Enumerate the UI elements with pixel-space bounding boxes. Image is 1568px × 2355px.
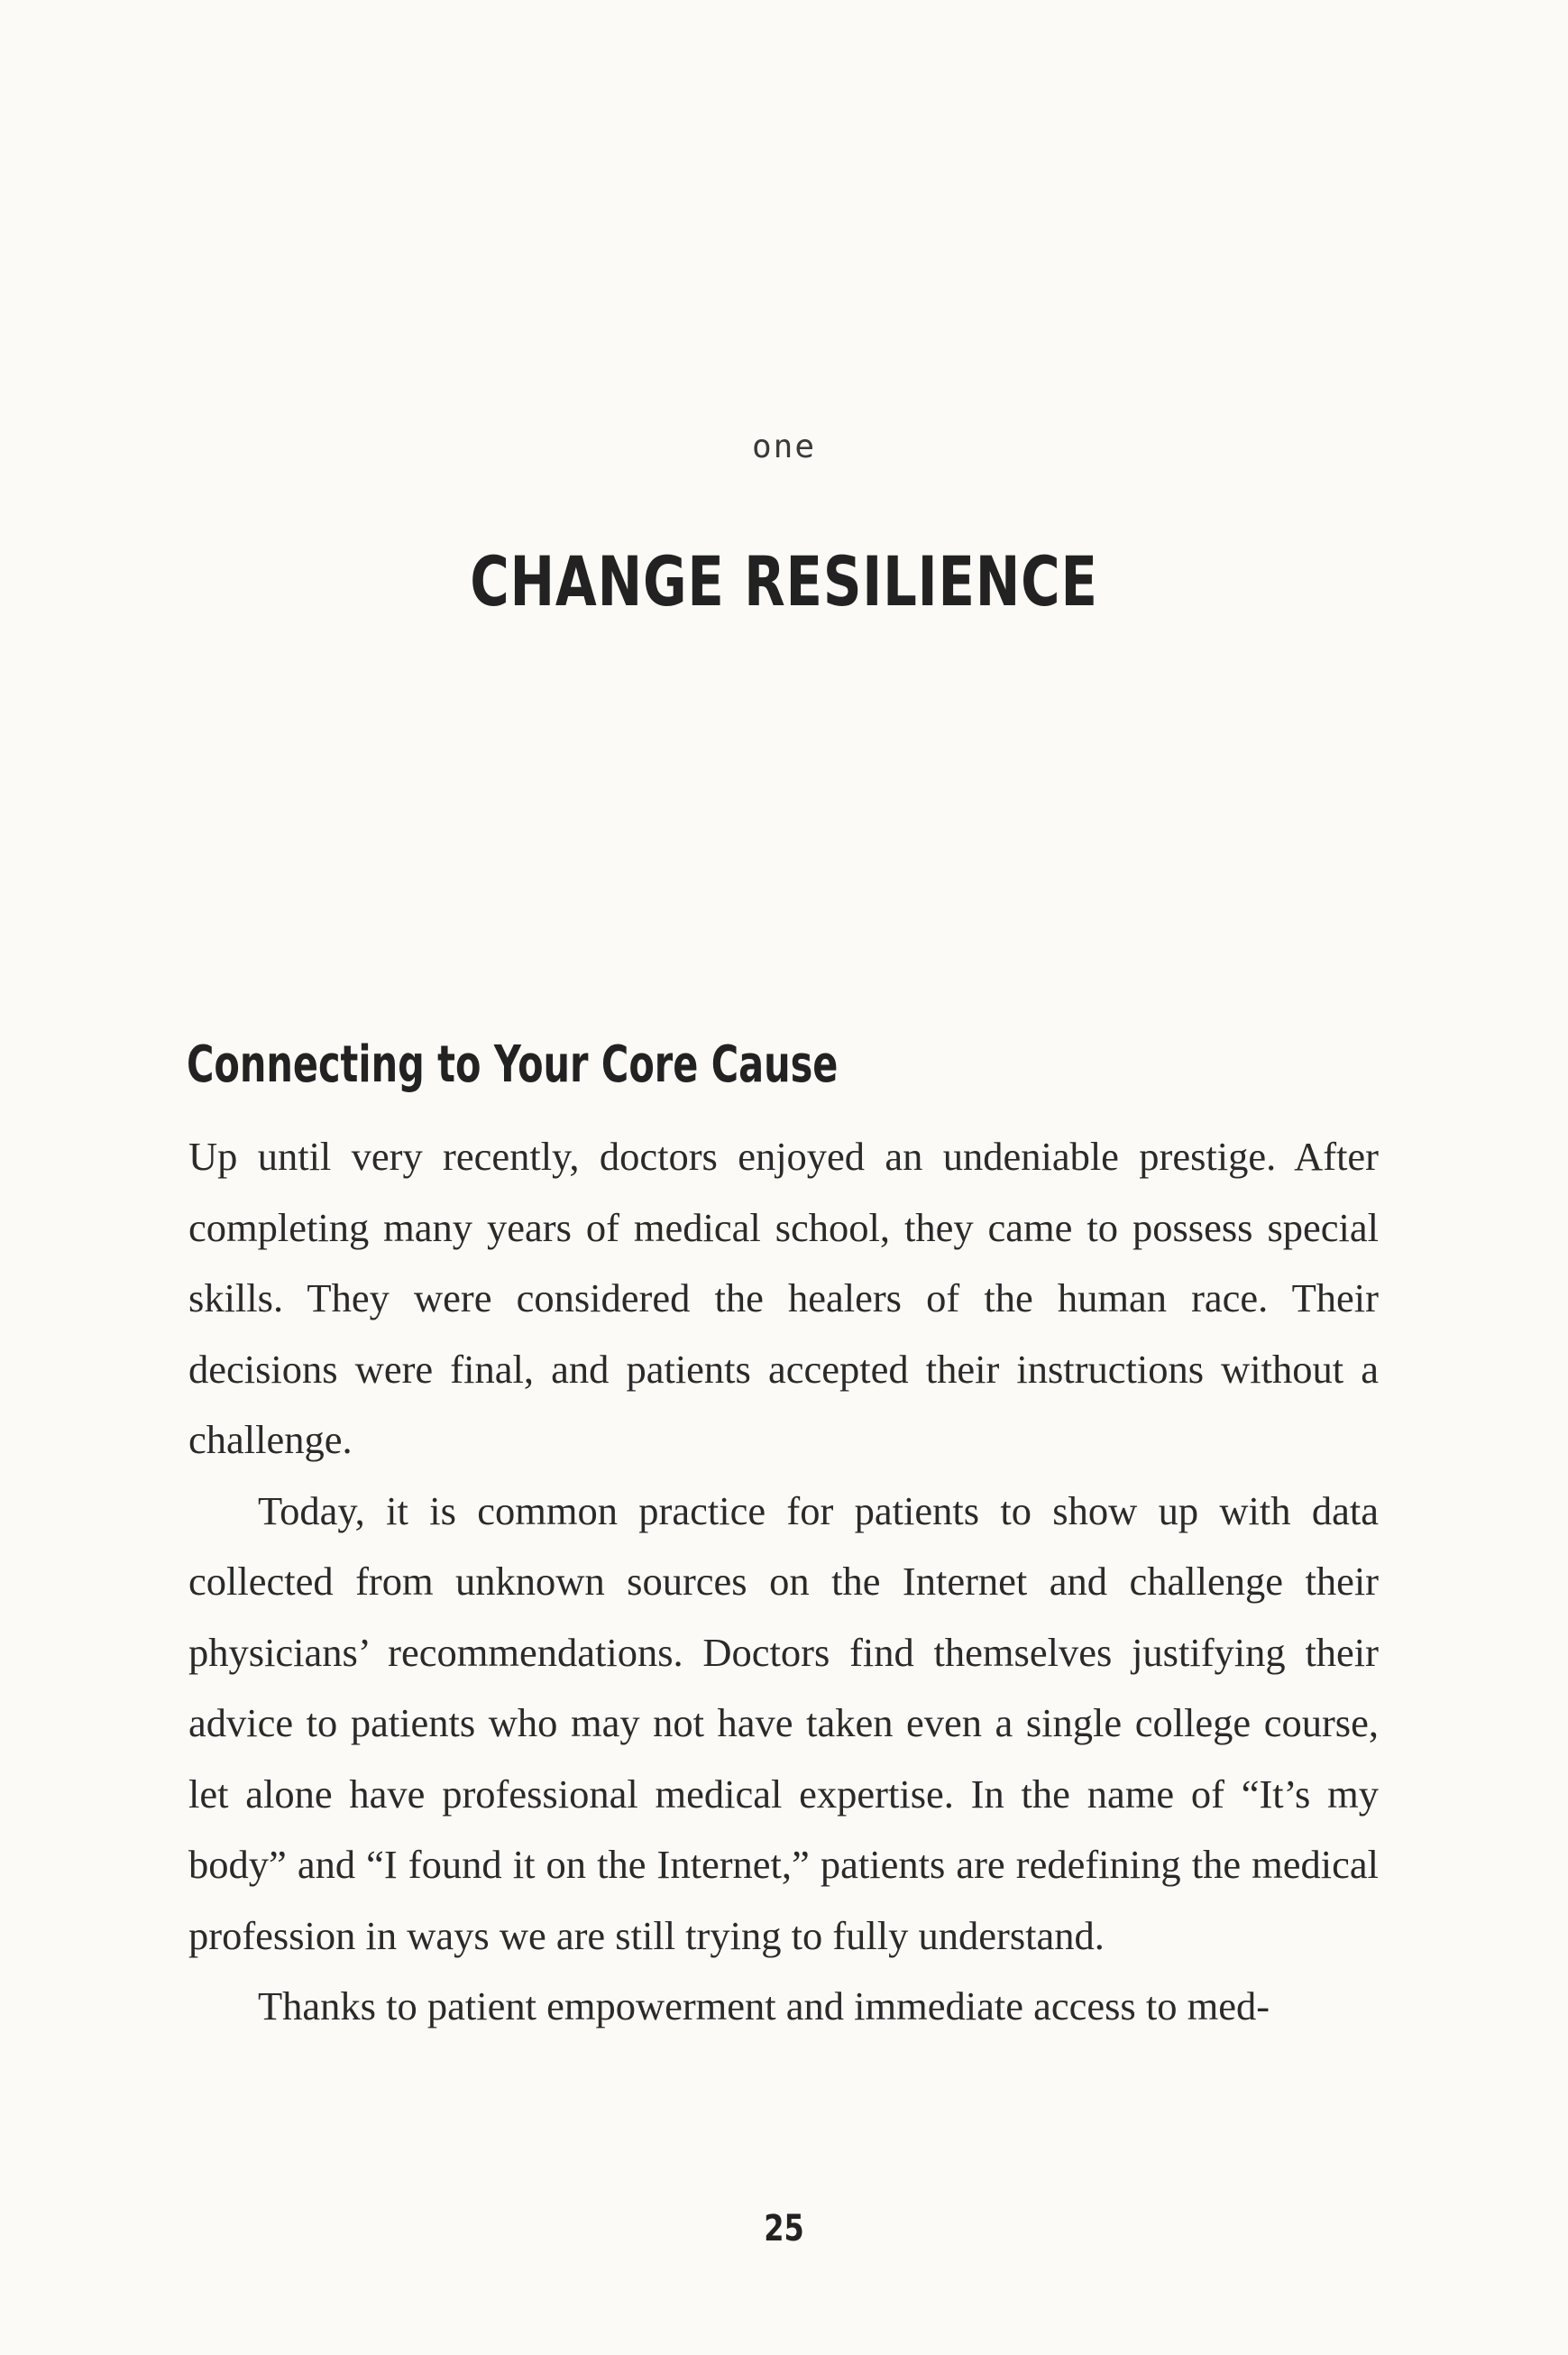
- paragraph: Up until very recently, doctors enjoyed an undeniable prestige. After completing many years of medical school, they came to possess special skills. They were considered the healers of the human race. Their decisions were final, and patients accepted their instructions without a challenge.: [188, 1134, 1379, 1462]
- chapter-title: CHANGE RESILIENCE: [470, 541, 1098, 621]
- paragraph: Today, it is common practice for patients to show up with data collected from unknown sources on the Internet and challenge their physicians’ recommendations. Doctors find themselves justifying their advice to patients who may not have taken even a single college course, let alone have professional medical expertise. In the name of “It’s my body” and “I found it on the Internet,” patients are redefining the medical profession in ways we are still trying to fully understand.: [188, 1487, 1379, 1958]
- paragraph: Thanks to patient empowerment and immediate access to med-: [258, 1983, 1270, 2028]
- body-text: [188, 1121, 1379, 2042]
- section-heading: Connecting to Your Core Cause: [187, 1035, 839, 1094]
- page-number: 25: [764, 2208, 804, 2249]
- chapter-label: one: [751, 428, 817, 465]
